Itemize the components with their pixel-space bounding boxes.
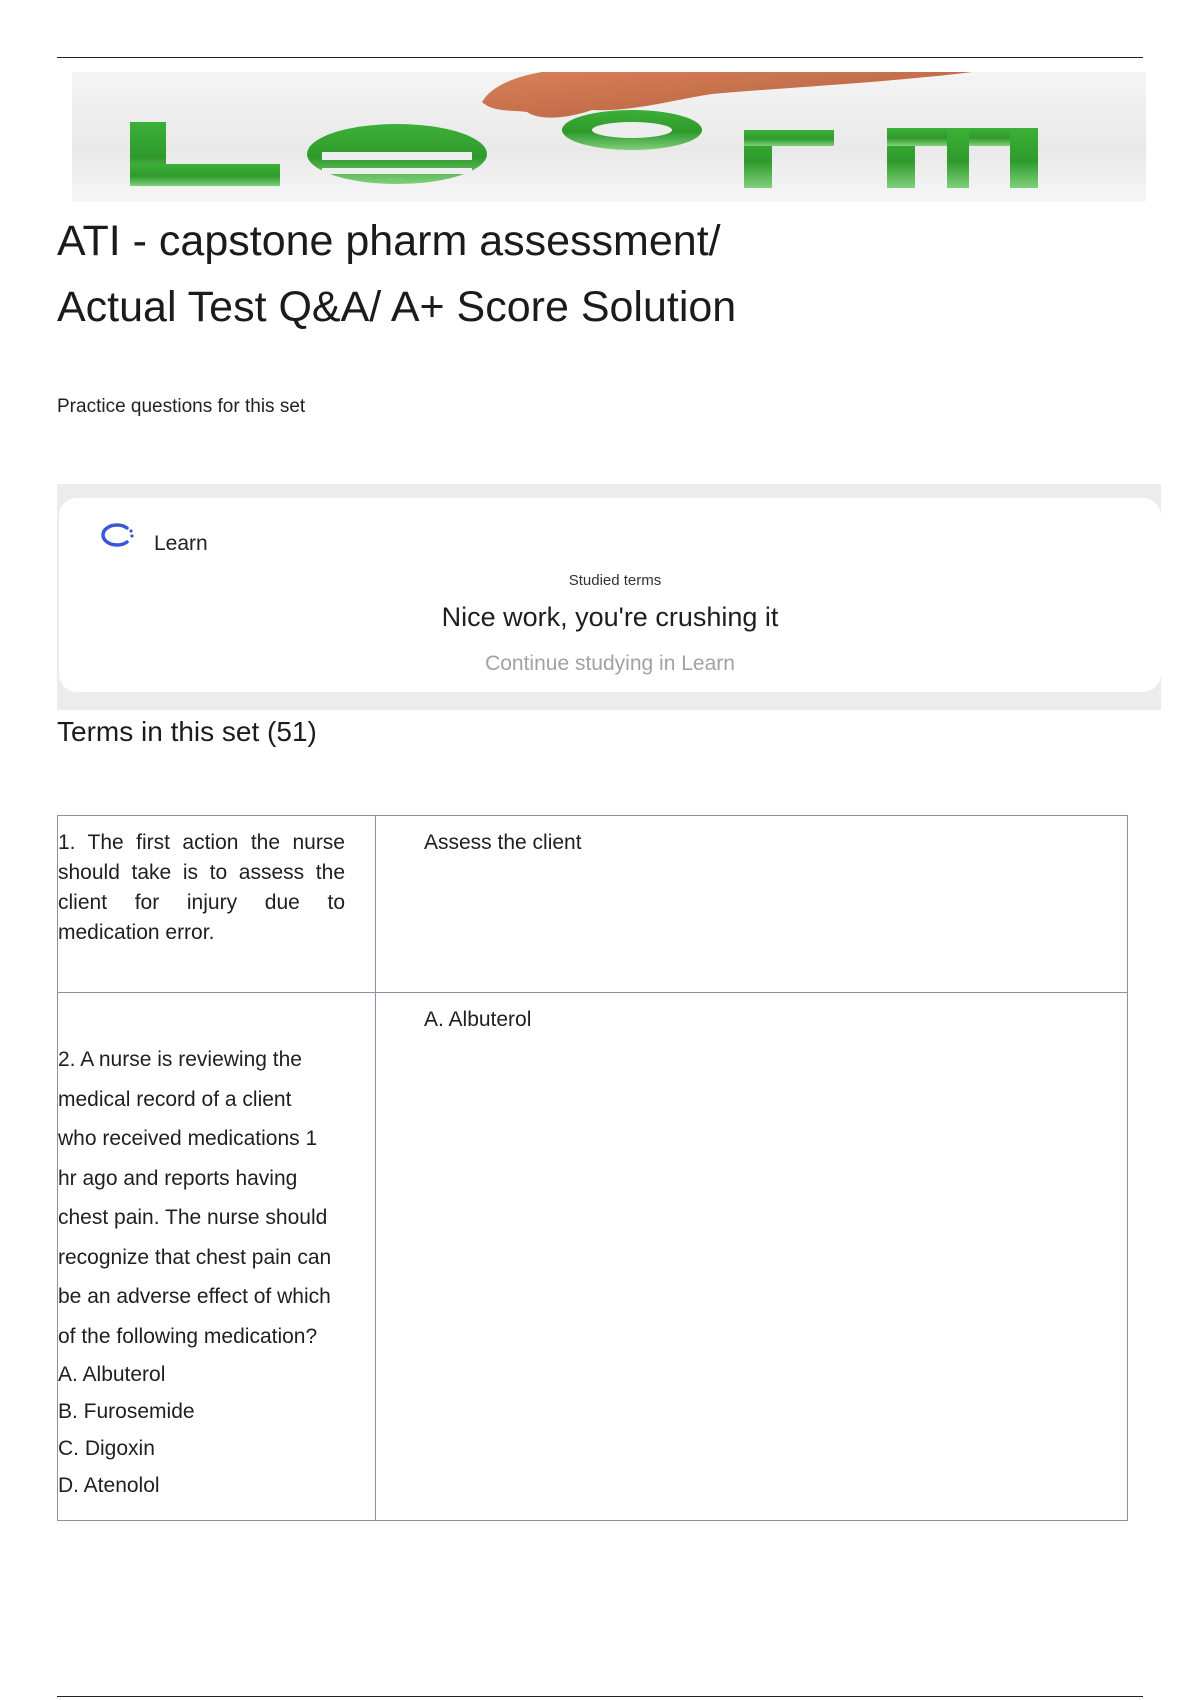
term-row <box>58 816 1128 993</box>
term-answer-cell <box>376 993 1128 1521</box>
terms-heading: Terms in this set (51) <box>57 716 317 747</box>
question-line: hr ago and reports having <box>58 1166 298 1190</box>
term-answer-cell <box>376 816 1128 993</box>
top-rule <box>57 57 1143 58</box>
question-line: who received medications 1 <box>58 1127 318 1150</box>
option-d: D. Atenolol <box>58 1474 160 1497</box>
option-a: A. Albuterol <box>58 1363 166 1386</box>
practice-questions-label: Practice questions for this set <box>57 396 306 417</box>
study-progress-panel <box>57 484 1161 710</box>
term-question: 1. The first action the nurse should take is to assess the client for injury due to medication error. <box>58 831 345 944</box>
terms-table <box>57 815 1128 1521</box>
question-line: recognize that chest pain can <box>58 1245 332 1269</box>
question-line: of the following medication? <box>58 1324 318 1348</box>
term-question-cell <box>58 993 376 1521</box>
progress-message: Nice work, you're crushing it <box>441 602 779 632</box>
document-title <box>57 208 1057 340</box>
learn-progress-icon <box>97 522 137 548</box>
option-c: C. Digoxin <box>58 1437 155 1460</box>
question-line: be an adverse effect of which <box>58 1285 331 1308</box>
bottom-rule <box>57 1696 1143 1697</box>
question-line: 2. A nurse is reviewing the <box>58 1048 302 1071</box>
continue-studying-link[interactable]: Continue studying in Learn <box>485 652 735 675</box>
question-line: chest pain. The nurse should <box>58 1206 328 1229</box>
term-question <box>58 993 375 1504</box>
learn-logo <box>72 72 1146 202</box>
hand-shape <box>482 72 972 118</box>
title-line-2: Actual Test Q&A/ A+ Score Solution <box>57 283 737 331</box>
term-question-cell <box>58 816 376 993</box>
learn-banner <box>72 72 1146 202</box>
option-b: B. Furosemide <box>58 1400 195 1423</box>
answer-options <box>58 1356 355 1504</box>
term-answer: A. Albuterol <box>424 1008 532 1031</box>
question-line: medical record of a client <box>58 1087 292 1111</box>
studied-terms-label: Studied terms <box>568 572 662 589</box>
term-row <box>58 993 1128 1521</box>
learn-mode-label[interactable]: Learn <box>154 532 208 555</box>
title-line-1: ATI - capstone pharm assessment/ <box>57 217 721 265</box>
study-card[interactable] <box>59 498 1161 692</box>
term-answer: Assess the client <box>424 831 582 854</box>
